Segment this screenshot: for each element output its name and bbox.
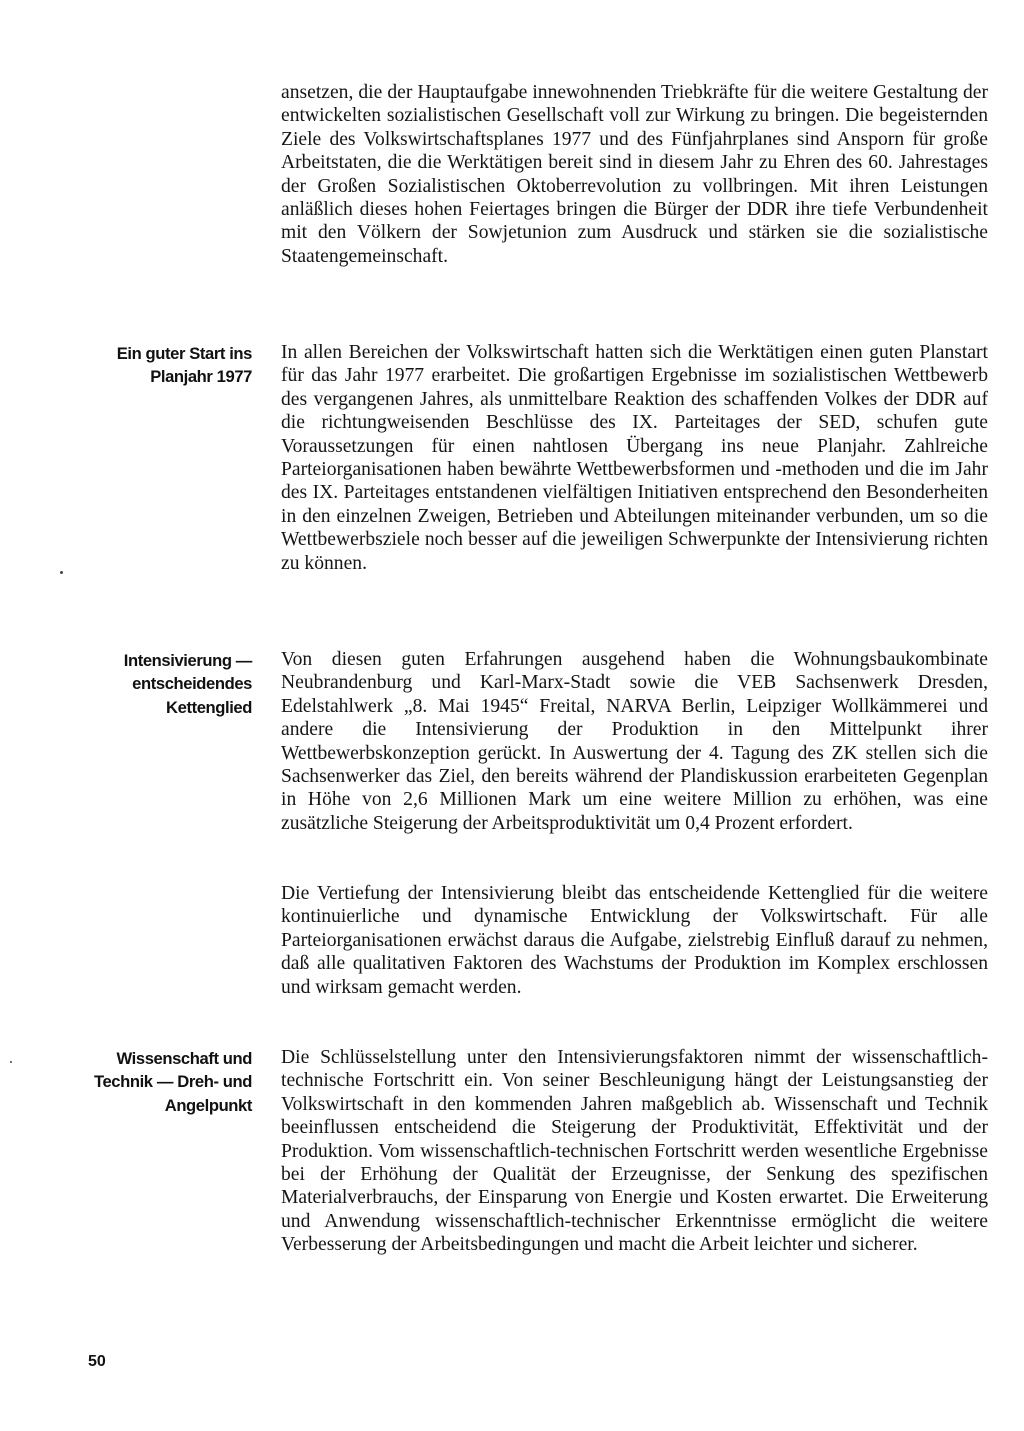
paragraph-intro: ansetzen, die der Hauptaufgabe innewohnenden Triebkräfte für die weitere Gestaltung der entwickelten sozialistischen Gesellschaft voll zur Wirkung zu bringen. Die begeisternden Ziele des Volkswirtschaftsplanes 1977 und des Fünfjahrplanes sind Ansporn für große Arbeitstaten, die die Werktätigen bereit sind in diesem Jahr zu Ehren des 60. Jahrestages der Großen Sozialistischen Oktoberrevolution zu vollbringen. Mit ihren Leistungen anläßlich dieses hohen Feiertages bringen die Bürger der DDR ihre tiefe Verbundenheit mit den Völkern der Sowjetunion zum Ausdruck und stärken sie die sozialistische Staatengemeinschaft.: [281, 82, 988, 267]
margin-heading-start: Ein guter Start ins Planjahr 1977: [116, 344, 252, 387]
paper-speck: [10, 1061, 12, 1063]
paragraph-start: In allen Bereichen der Volkswirtschaft hatten sich die Werktätigen einen guten Planstart für das Jahr 1977 erarbeitet. Die großartigen Ergebnisse im sozialistischen Wettbewerb des vergangenen Jahres, als unmittelbare Reaktion des schaffenden Volkes der DDR auf die richtungweisenden Beschlüsse des IX. Parteitages der SED, schufen gute Voraussetzungen für einen nahtlosen Übergang ins neue Planjahr. Zahlreiche Parteiorganisationen haben bewährte Wettbewerbsformen und -methoden und die im Jahr des IX. Parteitages entstandenen vielfältigen Initiativen entsprechend den Besonderheiten in den einzelnen Zweigen, Betrieben und Abteilungen miteinander verbunden, um so die Wettbewerbsziele noch besser auf die jeweiligen Schwerpunkte der Intensivierung richten zu können.: [281, 342, 988, 574]
paragraph-vertiefung: Die Vertiefung der Intensivierung bleibt das entscheidende Kettenglied für die weitere kontinuierliche und dynamische Entwicklung der Volkswirtschaft. Für alle Parteiorganisationen erwächst daraus die Aufgabe, zielstrebig Einfluß darauf zu nehmen, daß alle qualitativen Faktoren des Wachstums der Produktion im Komplex erschlossen und wirksam gemacht werden.: [281, 883, 988, 998]
paragraph-wissenschaft: Die Schlüsselstellung unter den Intensivierungsfaktoren nimmt der wissenschaftlich-technische Fortschritt ein. Von seiner Beschleunigung hängt der Leistungsanstieg der Volkswirtschaft in den kommenden Jahren maßgeblich ab. Wissenschaft und Technik beeinflussen entscheidend die Steigerung der Produktivität, Effektivität und der Produktion. Vom wissenschaftlich-technischen Fortschritt werden wesentliche Ergebnisse bei der Erhöhung der Qualität der Erzeugnisse, der Senkung des spezifischen Materialverbrauchs, der Einsparung von Energie und Kosten erwartet. Die Erweiterung und Anwendung wissenschaftlich-technischer Erkenntnisse ermöglicht die weitere Verbesserung der Arbeitsbedingungen und macht die Arbeit leichter und sicherer.: [281, 1047, 988, 1256]
page-number: 50: [88, 1353, 106, 1370]
paragraph-intensivierung: Von diesen guten Erfahrungen ausgehend haben die Wohnungsbaukombinate Neubrandenburg und Karl-Marx-Stadt sowie die VEB Sachsenwerk Dresden, Edelstahlwerk „8. Mai 1945“ Freital, NARVA Berlin, Leipziger Wollkämmerei und andere die Intensivierung der Produktion in den Mittelpunkt ihrer Wettbewerbskonzeption gerückt. In Auswertung der 4. Tagung des ZK stellen sich die Sachsenwerker das Ziel, den bereits während der Plandiskussion erarbeiteten Gegenplan in Höhe von 2,6 Millionen Mark um eine weitere Million zu erhöhen, was eine zusätzliche Steigerung der Arbeitsproduktivität um 0,4 Prozent erfordert.: [281, 649, 988, 834]
margin-heading-intensivierung: Intensivierung — entscheidendes Kettenglied: [123, 651, 252, 717]
paper-speck: [60, 571, 63, 574]
margin-heading-wissenschaft: Wissenschaft und Technik — Dreh- und Angelpunkt: [93, 1049, 252, 1115]
